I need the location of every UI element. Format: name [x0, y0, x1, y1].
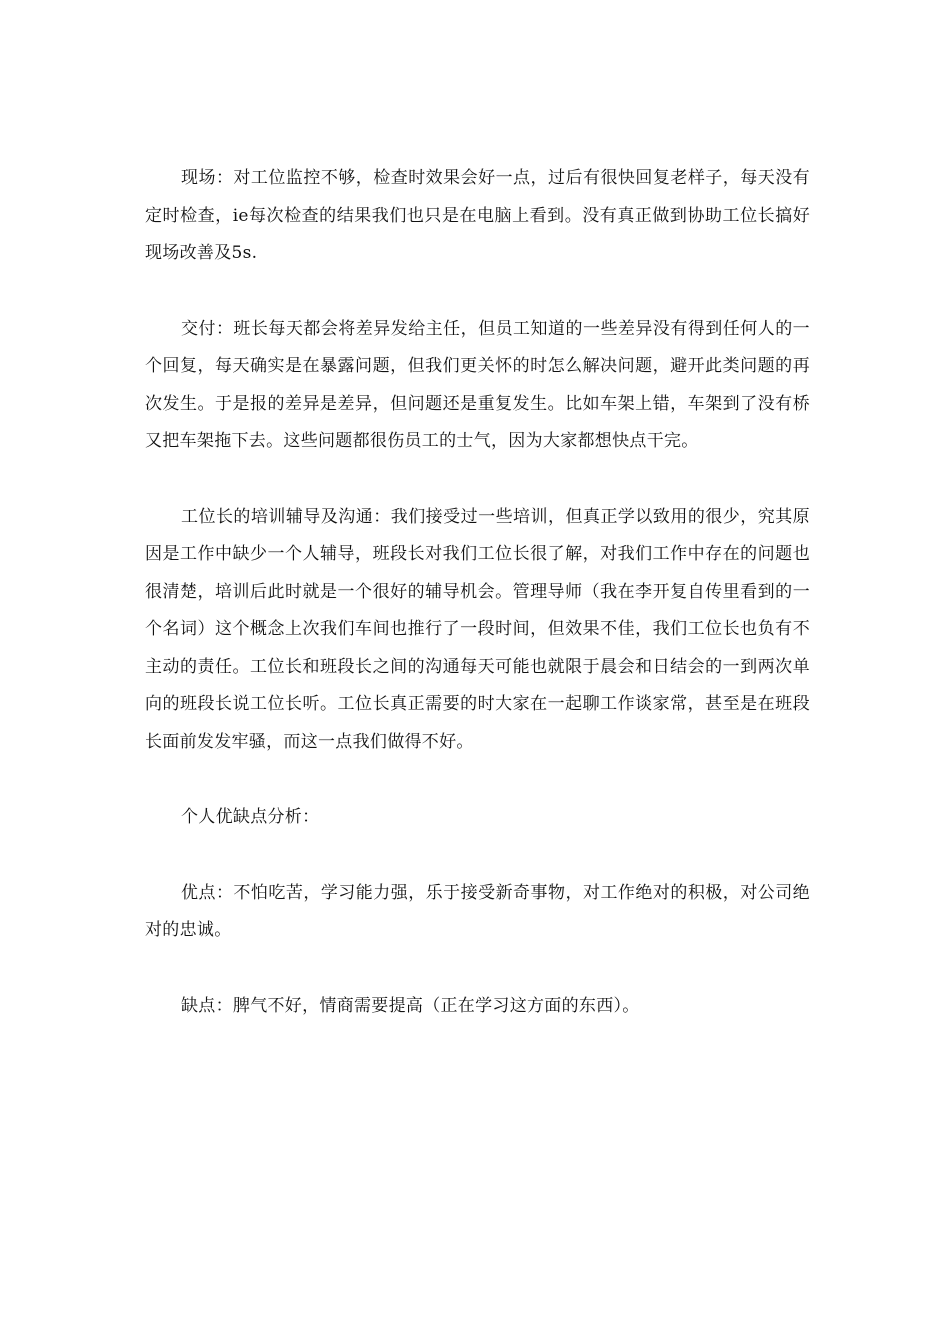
paragraph-strengths: 优点：不怕吃苦，学习能力强，乐于接受新奇事物，对工作绝对的积极，对公司绝对的忠诚。	[145, 882, 810, 940]
paragraph-delivery: 交付：班长每天都会将差异发给主任，但员工知道的一些差异没有得到任何人的一个回复，每天确实是在暴露问题，但我们更关怀的时怎么解决问题，避开此类问题的再次发生。于是报的差异是差异，但问题还是重复发生。比如车架上错，车架到了没有桥又把车架拖下去。这些问题都很伤员工的士气，因为大家都想快点干完。	[145, 318, 810, 451]
paragraph-training-communication: 工位长的培训辅导及沟通：我们接受过一些培训，但真正学以致用的很少，究其原因是工作中缺少一个人辅导，班段长对我们工位长很了解，对我们工作中存在的问题也很清楚，培训后此时就是一个很好的辅导机会。管理导师（我在李开复自传里看到的一个名词）这个概念上次我们车间也推行了一段时间，但效果不佳，我们工位长也负有不主动的责任。工位长和班段长之间的沟通每天可能也就限于晨会和日结会的一到两次单向的班段长说工位长听。工位长真正需要的时大家在一起聊工作谈家常，甚至是在班段长面前发发牢骚，而这一点我们做得不好。	[145, 506, 810, 752]
paragraph-personal-analysis-heading: 个人优缺点分析：	[181, 807, 320, 827]
paragraph-site: 现场：对工位监控不够，检查时效果会好一点，过后有很快回复老样子，每天没有定时检查，ie每次检查的结果我们也只是在电脑上看到。没有真正做到协助工位长搞好现场改善及5s.	[145, 168, 810, 263]
document-body	[145, 160, 810, 1025]
paragraph-weaknesses: 缺点：脾气不好，情商需要提高（正在学习这方面的东西）。	[181, 995, 640, 1016]
